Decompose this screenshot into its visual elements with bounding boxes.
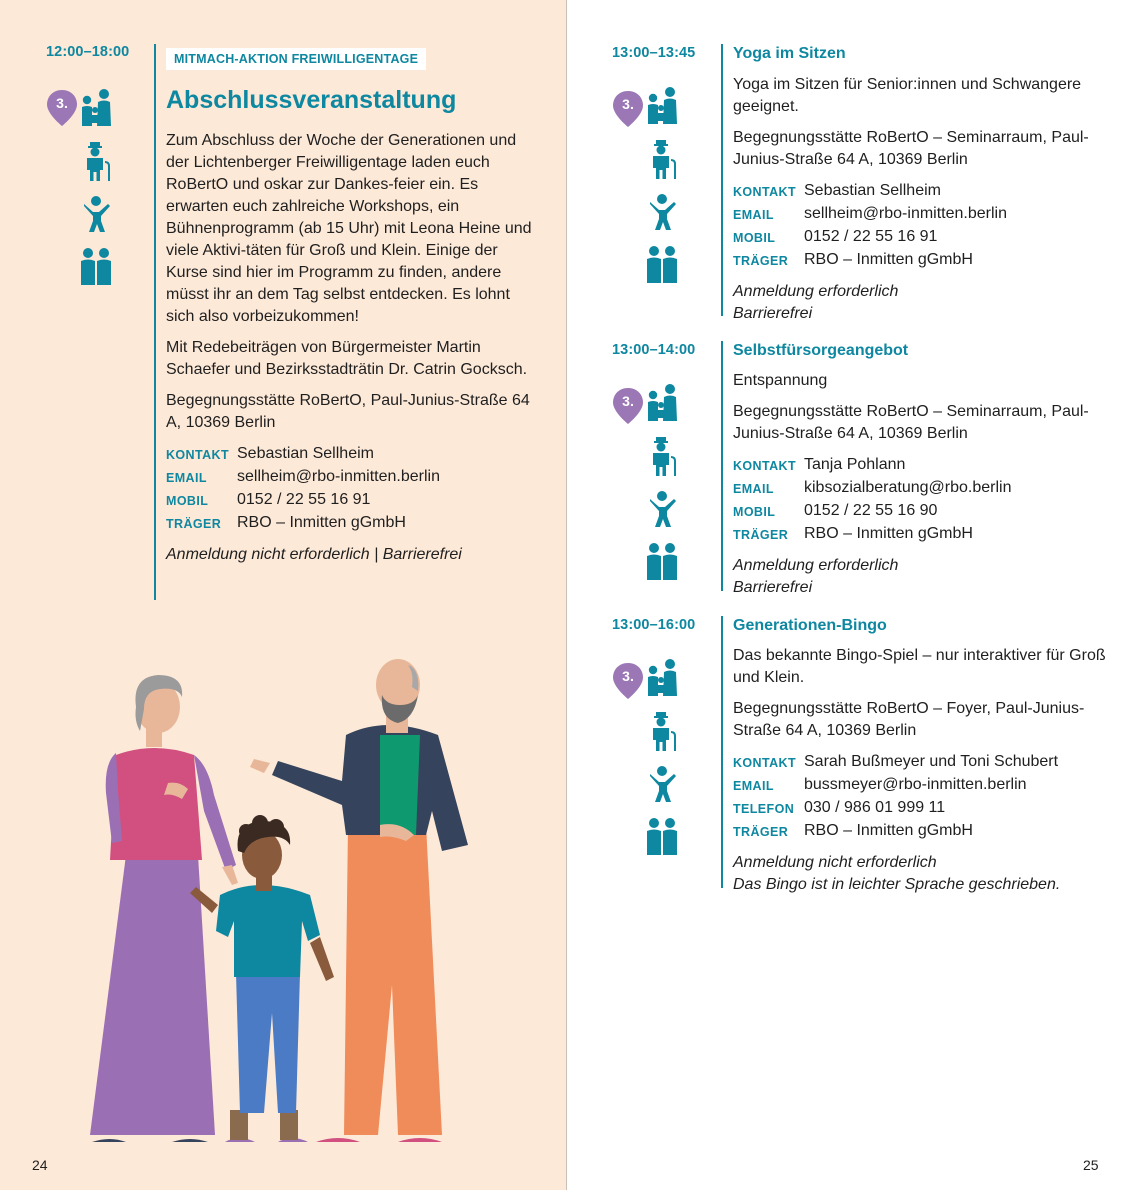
event-title: Generationen-Bingo — [733, 617, 887, 634]
event-description: Zum Abschluss der Woche der Generationen und der Lichtenberger Freiwilligentage laden euch RoBertO und oskar zur Dankes-feier ein. Es erwarten euch zahlreiche Workshops, ein Bühnenprogramm (ab 15 Uhr) mit Leona Heine und viele Aktivi-täten für Groß und Klein. Einige der Kurse sind hier im Programm zu finden, andere müsst ihr an dem Tag selbst entdecken. Es lohnt sich also vorbeizukommen! — [166, 132, 532, 325]
location-pin-icon — [46, 89, 78, 127]
couple-icon — [645, 541, 679, 581]
phone-row: MOBIL 0152 / 22 55 16 91 — [166, 491, 371, 508]
provider-row: TRÄGER RBO – Inmitten gGmbH — [733, 251, 973, 268]
couple-icon — [79, 246, 113, 286]
event-description: Yoga im Sitzen für Senior:innen und Schwangere geeignet. — [733, 76, 1082, 115]
registration-note: Anmeldung erforderlich — [733, 557, 899, 574]
contact-row: KONTAKT Sebastian Sellheim — [733, 182, 941, 199]
event-location: Begegnungsstätte RoBertO, Paul-Junius-Straße 64 A, 10369 Berlin — [166, 392, 530, 431]
location-number: 3. — [622, 393, 634, 409]
contact-block — [166, 443, 536, 535]
event-body — [733, 645, 1108, 896]
audience-icons — [645, 86, 679, 296]
child-icon — [645, 764, 679, 804]
child-icon — [79, 194, 113, 234]
location-pin-icon — [612, 662, 644, 700]
phone-row: TELEFON 030 / 986 01 999 11 — [733, 799, 946, 816]
registration-note: Anmeldung erforderlich — [733, 283, 899, 300]
event-tag: MITMACH-AKTION FREIWILLIGENTAGE — [166, 48, 426, 70]
phone-row: MOBIL 0152 / 22 55 16 90 — [733, 502, 938, 519]
senior-icon — [645, 138, 679, 180]
senior-icon — [645, 435, 679, 477]
family-icon — [645, 86, 679, 126]
email-link[interactable]: sellheim@rbo-inmitten.berlin — [804, 205, 1007, 222]
event-footer-note: Anmeldung nicht erforderlich | Barrierefrei — [166, 546, 462, 563]
divider-line — [721, 616, 723, 888]
event-time: 13:00–16:00 — [612, 617, 696, 633]
location-pin-icon — [612, 90, 644, 128]
phone-row: MOBIL 0152 / 22 55 16 91 — [733, 228, 938, 245]
registration-note: Anmeldung nicht erforderlich — [733, 854, 937, 871]
event-title: Selbstfürsorgeangebot — [733, 342, 909, 359]
location-pin-icon — [612, 387, 644, 425]
location-number: 3. — [622, 96, 634, 112]
audience-icons — [645, 383, 679, 593]
accessibility-note: Barrierefrei — [733, 305, 813, 322]
family-icon — [79, 88, 113, 128]
location-number: 3. — [56, 95, 68, 111]
email-row: EMAIL sellheim@rbo-inmitten.berlin — [166, 466, 536, 489]
email-row: EMAIL sellheim@rbo-inmitten.berlin — [733, 203, 1108, 226]
event-time: 12:00–18:00 — [46, 44, 130, 60]
event-speakers: Mit Redebeiträgen von Bürgermeister Martin Schaefer und Bezirksstadträtin Dr. Catrin Gocksch. — [166, 339, 528, 378]
provider-row: TRÄGER RBO – Inmitten gGmbH — [733, 525, 973, 542]
provider-row: TRÄGER RBO – Inmitten gGmbH — [166, 514, 406, 531]
event-description: Entspannung — [733, 372, 828, 389]
event-title: Abschlussveranstaltung — [166, 86, 457, 114]
email-link[interactable]: sellheim@rbo-inmitten.berlin — [237, 468, 440, 485]
event-time: 13:00–13:45 — [612, 45, 696, 61]
event-title: Yoga im Sitzen — [733, 45, 846, 62]
location-number: 3. — [622, 668, 634, 684]
audience-icons — [645, 658, 679, 868]
page-number: 24 — [32, 1157, 48, 1173]
family-icon — [645, 383, 679, 423]
couple-icon — [645, 816, 679, 856]
accessibility-note: Barrierefrei — [733, 579, 813, 596]
child-icon — [645, 192, 679, 232]
event-time: 13:00–14:00 — [612, 342, 696, 358]
event-description: Das bekannte Bingo-Spiel – nur interaktiver für Groß und Klein. — [733, 647, 1106, 686]
senior-icon — [79, 140, 113, 182]
divider-line — [154, 44, 156, 600]
event-location: Begegnungsstätte RoBertO – Seminarraum, Paul-Junius-Straße 64 A, 10369 Berlin — [733, 403, 1089, 442]
contact-row: KONTAKT Sebastian Sellheim — [166, 445, 374, 462]
event-body — [733, 74, 1108, 325]
family-icon — [645, 658, 679, 698]
couple-icon — [645, 244, 679, 284]
page-number: 25 — [1083, 1157, 1099, 1173]
divider-line — [721, 44, 723, 316]
generations-illustration — [80, 655, 500, 1150]
event-body — [733, 370, 1108, 599]
left-page — [0, 0, 566, 1190]
grandmother-figure — [90, 675, 238, 1142]
event-location: Begegnungsstätte RoBertO – Seminarraum, Paul-Junius-Straße 64 A, 10369 Berlin — [733, 129, 1089, 168]
email-row: EMAIL bussmeyer@rbo-inmitten.berlin — [733, 774, 1108, 797]
contact-row: KONTAKT Tanja Pohlann — [733, 456, 906, 473]
email-link[interactable]: bussmeyer@rbo-inmitten.berlin — [804, 776, 1027, 793]
child-icon — [645, 489, 679, 529]
email-link[interactable]: kibsozialberatung@rbo.berlin — [804, 479, 1012, 496]
divider-line — [721, 341, 723, 591]
contact-row: KONTAKT Sarah Bußmeyer und Toni Schubert — [733, 753, 1059, 770]
event-location: Begegnungsstätte RoBertO – Foyer, Paul-Junius-Straße 64 A, 10369 Berlin — [733, 700, 1085, 739]
audience-icons — [79, 88, 113, 298]
senior-icon — [645, 710, 679, 752]
provider-row: TRÄGER RBO – Inmitten gGmbH — [733, 822, 973, 839]
language-note: Das Bingo ist in leichter Sprache geschrieben. — [733, 876, 1061, 893]
right-page — [567, 0, 1133, 1190]
email-row: EMAIL kibsozialberatung@rbo.berlin — [733, 477, 1108, 500]
event-body — [166, 130, 536, 566]
